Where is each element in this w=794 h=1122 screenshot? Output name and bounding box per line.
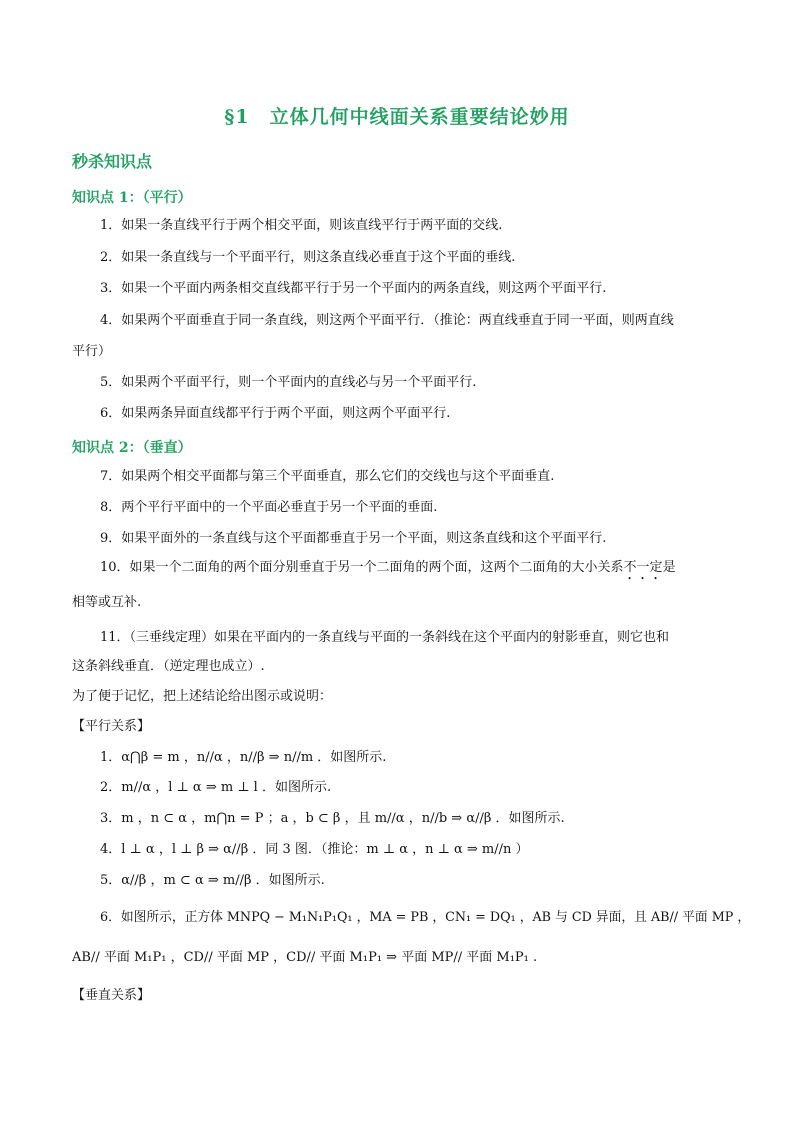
parallel-item-3: 3．m ，n ⊂ α ，m⋂n = P ；a ，b ⊂ β ，且 m//α ，n//b ⇒ α//β ．如图所示. [100,811,565,826]
perpendicular-heading: 【垂直关系】 [72,988,151,1003]
k1-item-3: 3．如果一个平面内两条相交直线都平行于另一个平面内的两条直线，则这两个平面平行. [100,281,607,296]
parallel-heading: 【平行关系】 [72,719,151,734]
parallel-item-5: 5．α//β ，m ⊂ α ⇒ m//β ．如图所示. [100,873,325,888]
emphasis-text: 不一定 [623,560,663,575]
k2-item-9: 9．如果平面外的一条直线与这个平面都垂直于另一个平面，则这条直线和这个平面平行. [100,531,607,546]
k2-item-10-text: 10．如果一个二面角的两个面分别垂直于另一个二面角的两个面，这两个二面角的大小关系 [100,560,624,575]
k2-item-10-tail: 是 [662,560,676,575]
parallel-item-1: 1．α⋂β = m ，n//α ，n//β ⇒ n//m ．如图所示. [100,750,387,765]
parallel-item-6-cont: AB// 平面 M₁P₁ ，CD// 平面 MP ，CD// 平面 M₁P₁ ⇒ 平面 MP// 平面 M₁P₁ . [72,950,538,965]
k1-item-4: 4．如果两个平面垂直于同一条直线，则这两个平面平行．（推论：两直线垂直于同一平面，则两直线 [100,313,674,328]
parallel-item-2: 2．m//α ，l ⊥ α ⇒ m ⊥ l ．如图所示. [100,780,332,795]
knowledge-1-heading: 知识点 1：（平行） [72,190,192,206]
k2-item-10-cont: 相等或互补. [72,595,142,610]
k1-item-1: 1．如果一条直线平行于两个相交平面，则该直线平行于两平面的交线. [100,218,503,233]
memo-line: 为了便于记忆，把上述结论给出图示或说明： [72,689,333,704]
parallel-item-6: 6．如图所示，正方体 MNPQ − M₁N₁P₁Q₁ ，MA = PB ，CN₁ = DQ₁ ，AB 与 CD 异面，且 AB// 平面 MP ， [100,910,751,925]
k2-item-7: 7．如果两个相交平面都与第三个平面垂直，那么它们的交线也与这个平面垂直. [100,469,555,484]
k2-item-10 [100,560,676,583]
page-title: §1 立体几何中线面关系重要结论妙用 [224,106,570,128]
knowledge-2-heading: 知识点 2：（垂直） [72,440,192,456]
k2-item-11: 11．（三垂线定理）如果在平面内的一条直线与平面的一条斜线在这个平面内的射影垂直，则它也和 [100,630,670,645]
k1-item-5: 5．如果两个平面平行，则一个平面内的直线必与另一个平面平行. [100,375,477,390]
section-heading: 秒杀知识点 [72,152,153,171]
parallel-item-4: 4．l ⊥ α ，l ⊥ β ⇒ α//β ．同 3 图．（推论：m ⊥ α ，n ⊥ α ⇒ m//n ） [100,842,529,857]
k1-item-6: 6．如果两条异面直线都平行于两个平面，则这两个平面平行. [100,406,451,421]
k1-item-4-cont: 平行） [72,344,112,359]
k2-item-11-cont: 这条斜线垂直．（逆定理也成立）. [72,659,265,674]
k1-item-2: 2．如果一条直线与一个平面平行，则这条直线必垂直于这个平面的垂线. [100,250,516,265]
k2-item-8: 8．两个平行平面中的一个平面必垂直于另一个平面的垂面. [100,500,438,515]
